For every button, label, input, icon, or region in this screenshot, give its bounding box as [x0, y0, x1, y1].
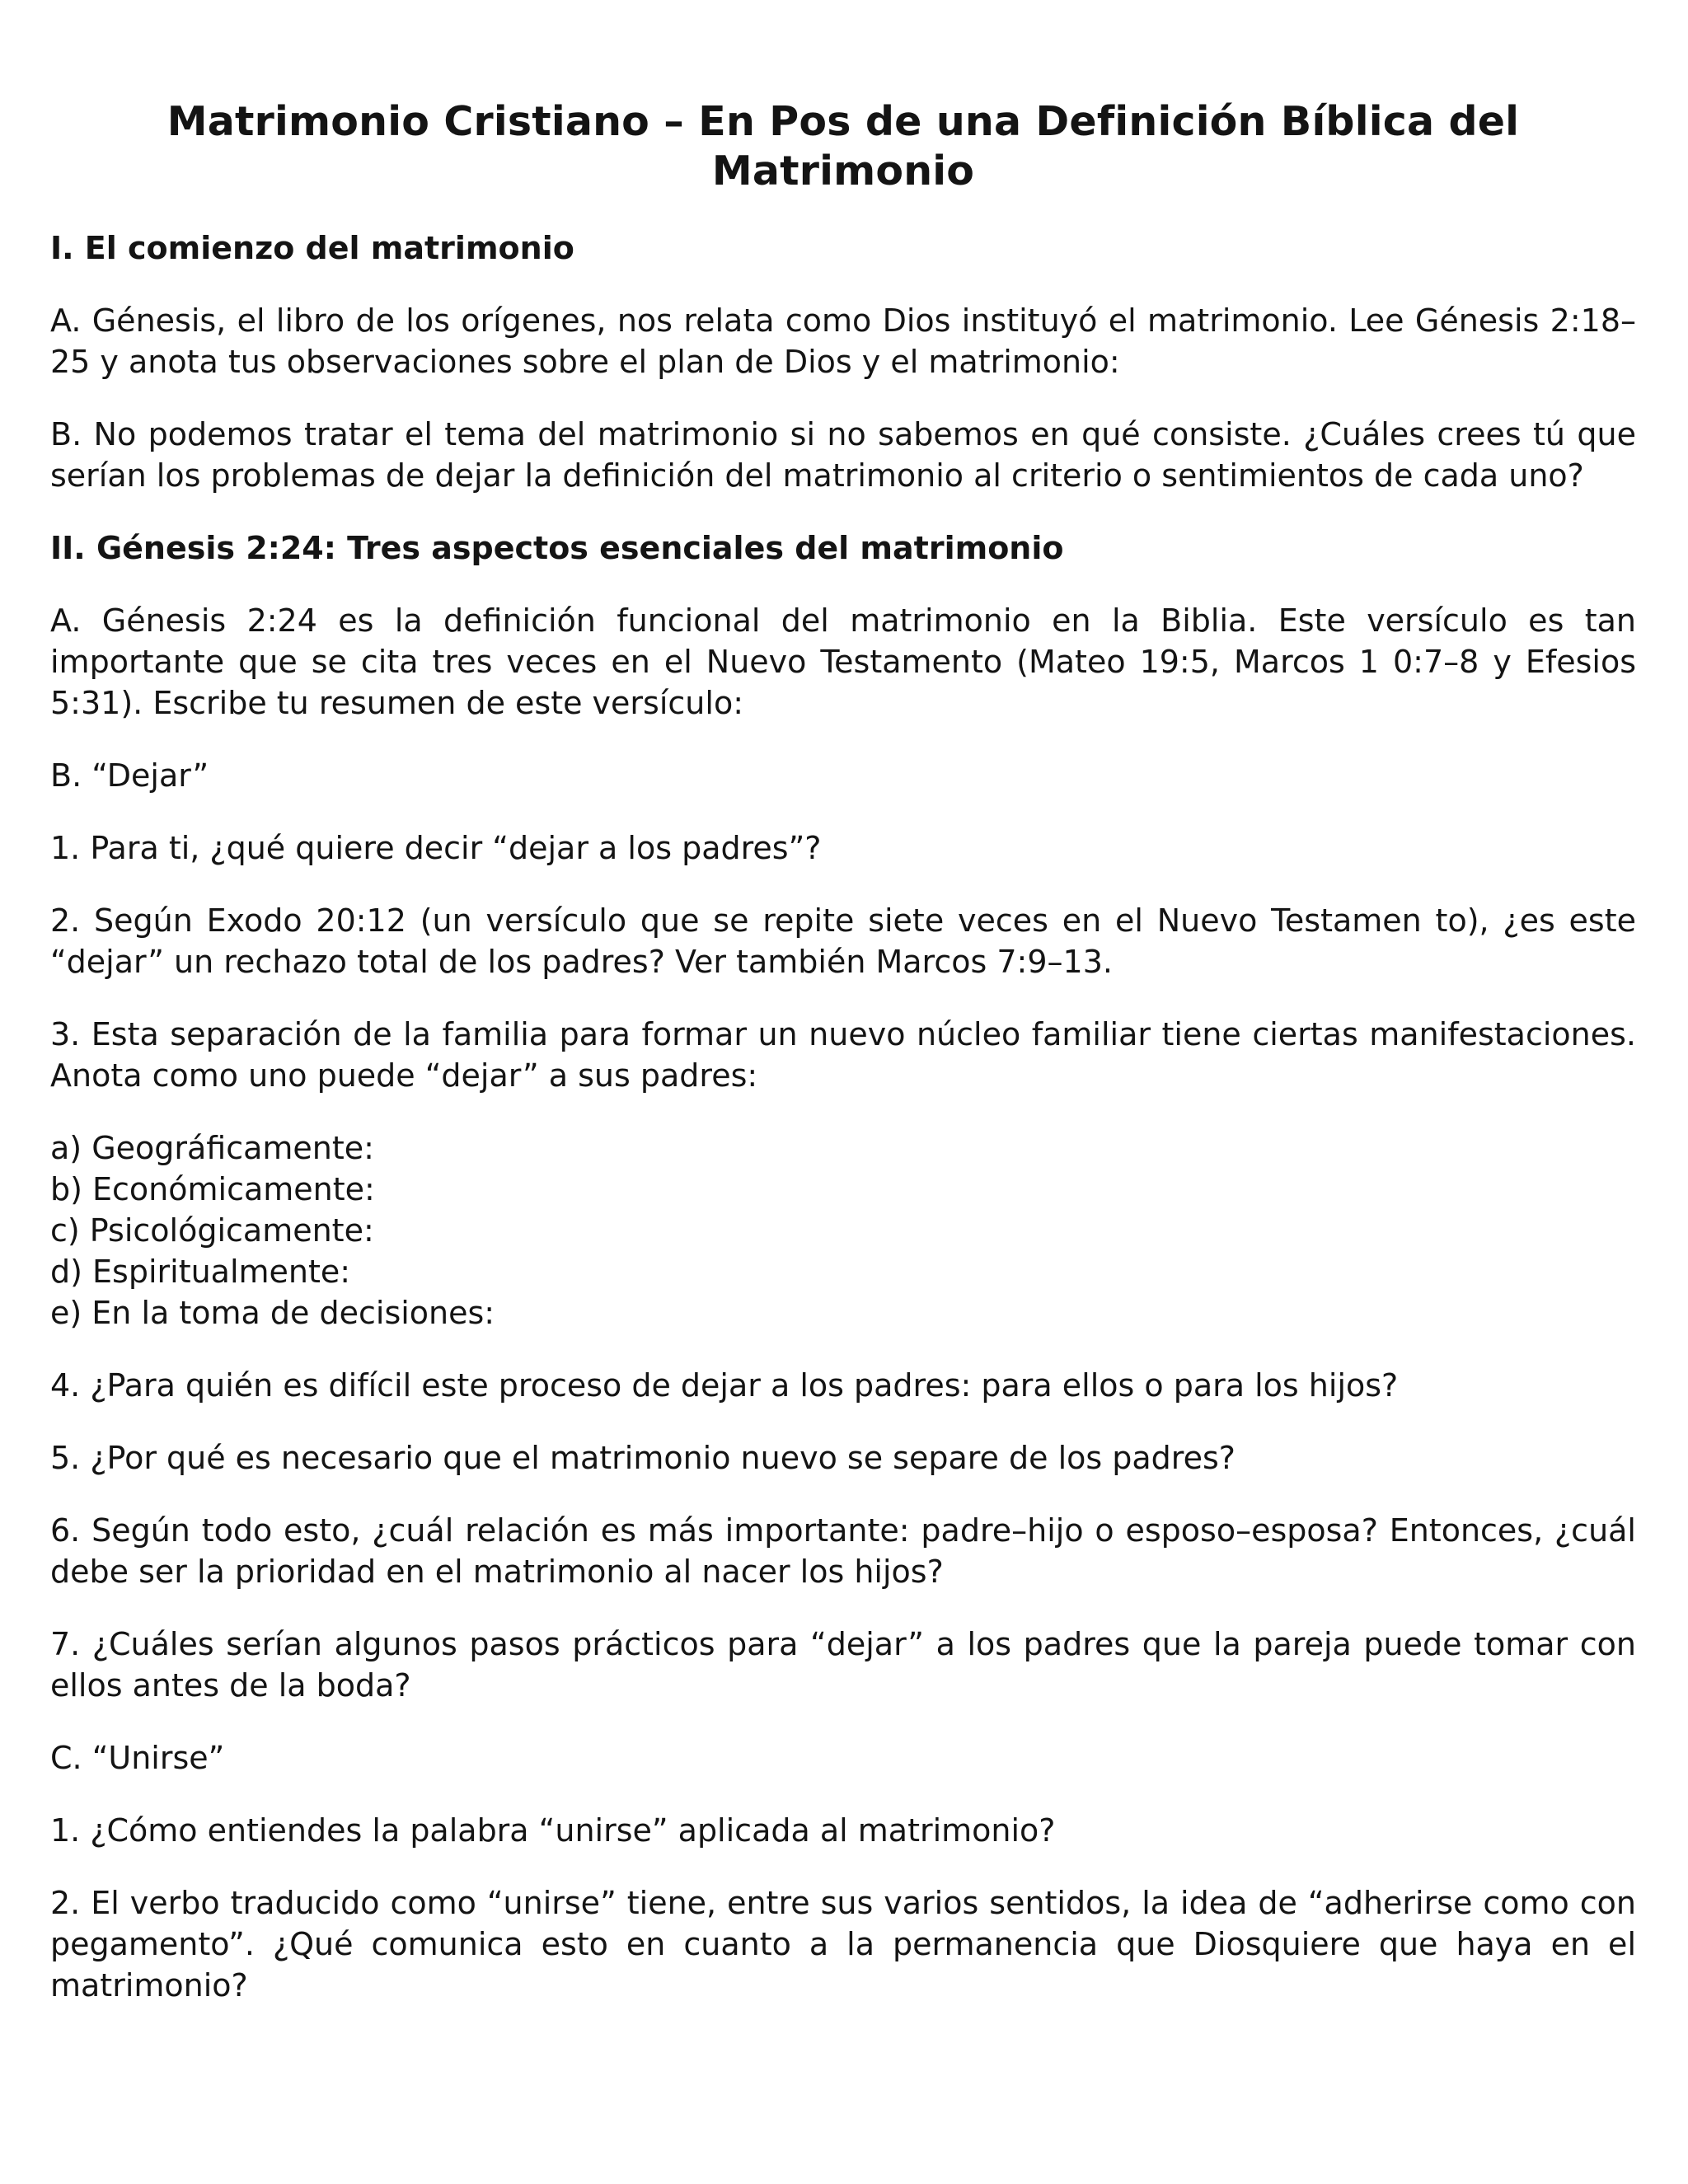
manifestations-list: [50, 1127, 1636, 1333]
document-page: [50, 97, 1636, 2037]
subheading-unirse: C. “Unirse”: [50, 1740, 225, 1776]
section-heading-1: I. El comienzo del matrimonio: [50, 230, 574, 266]
question-c2: 2. El verbo traducido como “unirse” tiene, entre sus varios sentidos, la idea de “adherirse como con pegamento”. ¿Qué comunica esto en cuanto a la permanencia que Diosquiere que haya en el matrimonio?: [50, 1885, 1636, 2004]
section-heading-2: II. Génesis 2:24: Tres aspectos esenciales del matrimonio: [50, 530, 1064, 566]
paragraph-1b: B. No podemos tratar el tema del matrimonio si no sabemos en qué consiste. ¿Cuáles crees tú que serían los problemas de dejar la definición del matrimonio al criterio o sentimientos de cada uno?: [50, 416, 1636, 494]
question-b5: 5. ¿Por qué es necesario que el matrimonio nuevo se separe de los padres?: [50, 1440, 1236, 1476]
question-c1: 1. ¿Cómo entiendes la palabra “unirse” aplicada al matrimonio?: [50, 1812, 1056, 1849]
paragraph-1a: A. Génesis, el libro de los orígenes, nos relata como Dios instituyó el matrimonio. Lee Génesis 2:18–25 y anota tus observaciones sobre el plan de Dios y el matrimonio:: [50, 302, 1636, 380]
question-b6: 6. Según todo esto, ¿cuál relación es más importante: padre–hijo o esposo–esposa? Entonces, ¿cuál debe ser la prioridad en el matrimonio al nacer los hijos?: [50, 1512, 1636, 1590]
question-b2: 2. Según Exodo 20:12 (un versículo que se repite siete veces en el Nuevo Testamen to), ¿es este “dejar” un rechazo total de los padres? Ver también Marcos 7:9–13.: [50, 902, 1636, 980]
list-item: d) Espiritualmente:: [50, 1254, 351, 1290]
list-item: e) En la toma de decisiones:: [50, 1295, 495, 1331]
document-title: Matrimonio Cristiano – En Pos de una Definición Bíblica del Matrimonio: [166, 98, 1520, 194]
list-item: b) Económicamente:: [50, 1171, 375, 1207]
paragraph-2a: A. Génesis 2:24 es la definición funcional del matrimonio en la Biblia. Este versículo es tan importante que se cita tres veces en el Nuevo Testamento (Mateo 19:5, Marcos 1 0:7–8 y Efesios 5:31). Escribe tu resumen de este versículo:: [50, 602, 1636, 721]
question-b3: 3. Esta separación de la familia para formar un nuevo núcleo familiar tiene ciertas manifestaciones. Anota como uno puede “dejar” a sus padres:: [50, 1016, 1636, 1094]
list-item: a) Geográficamente:: [50, 1130, 374, 1166]
subheading-dejar: B. “Dejar”: [50, 757, 209, 794]
question-b1: 1. Para ti, ¿qué quiere decir “dejar a los padres”?: [50, 830, 822, 866]
question-b4: 4. ¿Para quién es difícil este proceso de dejar a los padres: para ellos o para los hijos?: [50, 1367, 1399, 1404]
question-b7: 7. ¿Cuáles serían algunos pasos prácticos para “dejar” a los padres que la pareja puede tomar con ellos antes de la boda?: [50, 1626, 1636, 1704]
list-item: c) Psicológicamente:: [50, 1212, 374, 1249]
